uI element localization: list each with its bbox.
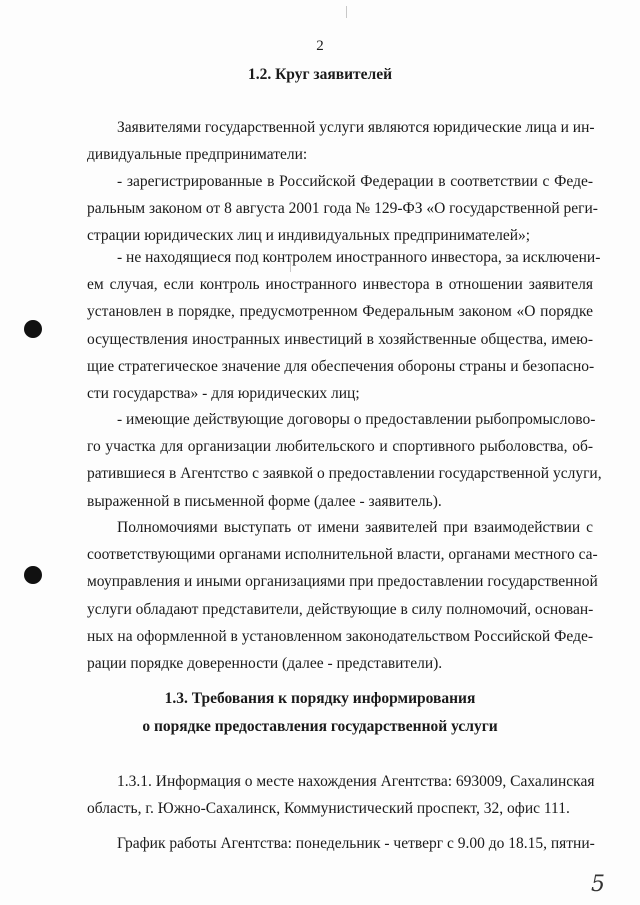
scan-artifact (346, 6, 347, 18)
text-line: ральным законом от 8 августа 2001 года № 129-ФЗ «О государственной реги- (87, 200, 598, 218)
text-line: сти государства» - для юридических лиц; (87, 384, 360, 402)
punch-hole (24, 566, 42, 584)
text-line: рации порядке доверенности (далее - представители). (87, 654, 443, 672)
text-line: - не находящиеся под контролем иностранного инвестора, за исключени- (117, 249, 601, 266)
paragraph (87, 244, 601, 407)
text-line: область, г. Южно-Сахалинск, Коммунистический проспект, 32, офис 111. (87, 800, 570, 818)
paragraph (87, 114, 593, 168)
section-1-3-title-line1: 1.3. Требования к порядку информирования (164, 690, 476, 707)
text-line: страции юридических лиц и индивидуальных предпринимателей»; (87, 227, 531, 245)
text-line: - имеющие действующие договоры о предоставлении рыбопромыслово- (117, 411, 596, 428)
text-line: 1.3.1. Информация о месте нахождения Агентства: 693009, Сахалинская (117, 773, 595, 790)
text-line: щие стратегическое значение для обеспечения обороны страны и безопасно- (87, 357, 595, 375)
text-line: Полномочиями выступать от имени заявителей при взаимодействии с (117, 519, 593, 536)
page-number: 2 (316, 38, 324, 54)
text-line: дивидуальные предприниматели: (87, 146, 308, 164)
text-line: График работы Агентства: понедельник - четверг с 9.00 до 18.15, пятни- (117, 835, 595, 852)
text-line: соответствующими органами исполнительной власти, органами местного са- (87, 546, 598, 564)
paragraph (87, 168, 598, 250)
text-line: Заявителями государственной услуги являются юридические лица и ин- (117, 119, 595, 136)
punch-hole (24, 320, 42, 338)
text-line: ратившиеся в Агентство с заявкой о предоставлении государственной услуги, (87, 465, 602, 483)
text-line: установлен в порядке, предусмотренном Федеральным законом «О порядке (87, 303, 593, 321)
text-line: осуществления иностранных инвестиций в хозяйственные общества, имею- (87, 330, 593, 348)
text-line: ных на оформленной в установленном законодательством Российской Феде- (87, 627, 593, 645)
text-line: выраженной в письменной форме (далее - заявитель). (87, 492, 442, 510)
section-1-3-title-line2: о порядке предоставления государственной услуги (142, 718, 498, 735)
section-1-2-title: 1.2. Круг заявителей (247, 66, 393, 83)
paragraph (87, 830, 593, 857)
text-line: ем случая, если контроль иностранного инвестора в отношении заявителя (87, 276, 593, 294)
paragraph (87, 406, 602, 515)
paragraph (87, 514, 598, 677)
text-line: моуправления и иными организациями при предоставлении государственной (87, 573, 598, 591)
paragraph (87, 768, 593, 822)
text-line: услуги обладают представители, действующие в силу полномочий, основан- (87, 600, 594, 618)
text-line: - зарегистрированные в Российской Федерации в соответствии с Феде- (117, 173, 593, 190)
text-line: го участка для организации любительского и спортивного рыболовства, об- (87, 438, 593, 456)
corner-handwritten-mark: 5 (591, 872, 605, 897)
